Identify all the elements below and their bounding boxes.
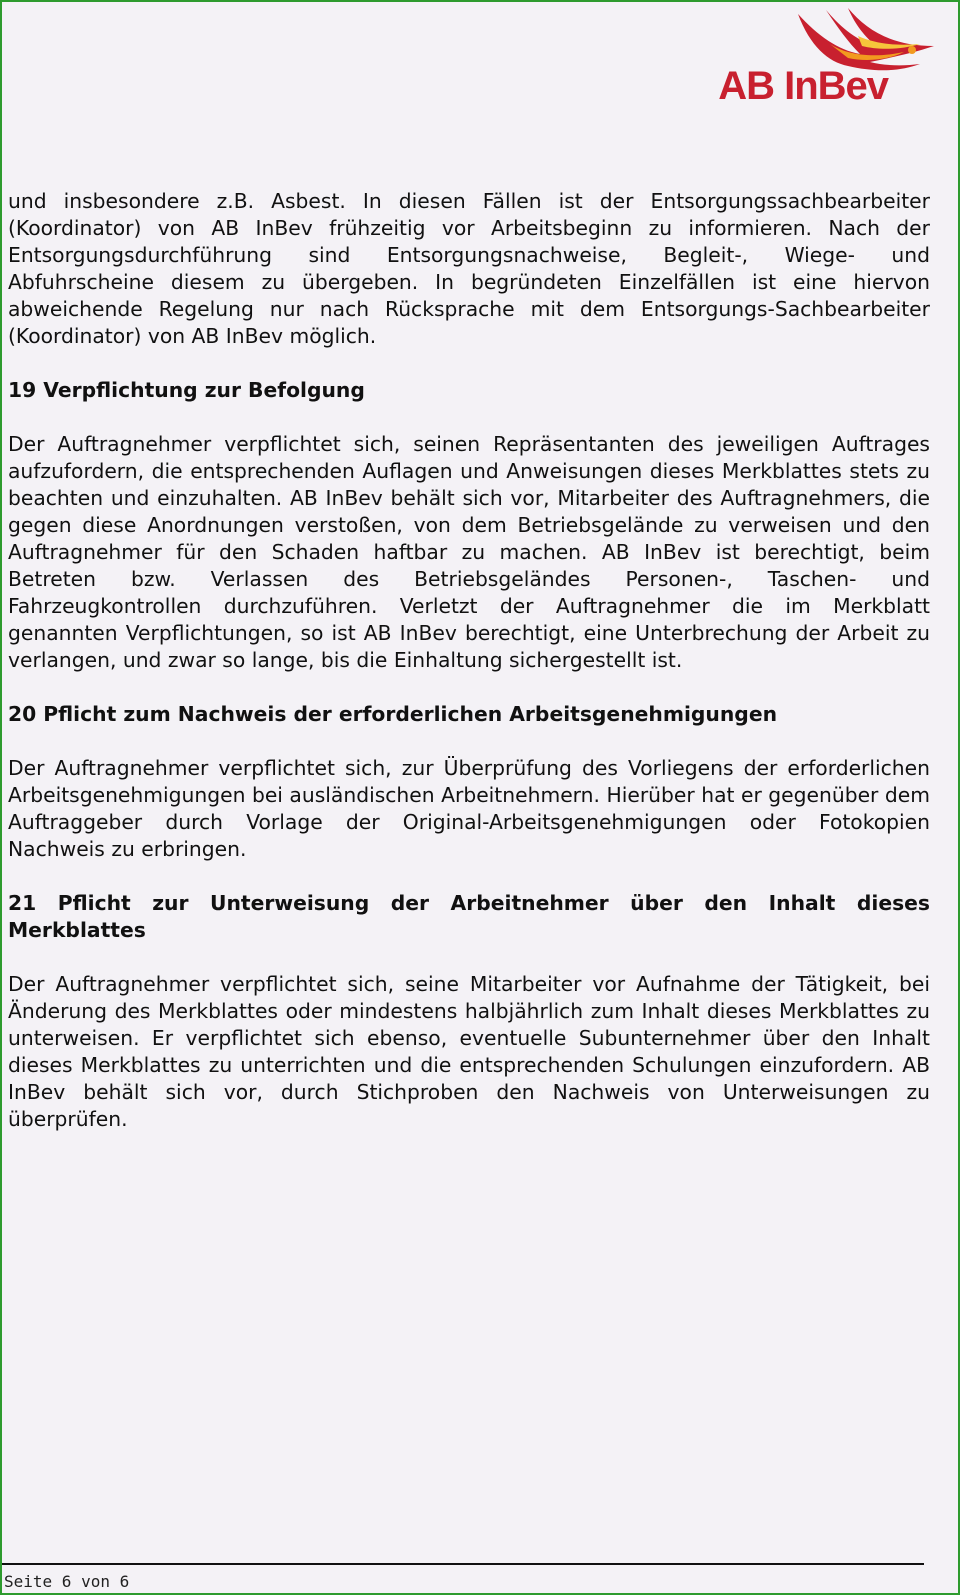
section-heading-19: 19 Verpflichtung zur Befolgung: [8, 378, 365, 402]
company-logo: [698, 6, 938, 106]
paragraph-21: Der Auftragnehmer verpflichtet sich, seine Mitarbeiter vor Aufnahme der Tätigkeit, bei Änderung des Merkblattes oder mindestens halbjährlich zum Inhalt dieses Merkblattes zu unterweisen. Er verpflichtet sich ebenso, eventuelle Subunternehmer über den Inhalt dieses Merkblattes zu unterrichten und die entsprechenden Schulungen einzufordern. AB InBev behält sich vor, durch Stichproben den Nachweis von Unterweisungen zu überprüfen.: [8, 972, 930, 1131]
document-content: [8, 188, 930, 1133]
section-heading-20: 20 Pflicht zum Nachweis der erforderlichen Arbeitsgenehmigungen: [8, 702, 778, 726]
logo-wordmark: AB InBev: [718, 64, 888, 108]
paragraph-20: Der Auftragnehmer verpflichtet sich, zur Überprüfung des Vorliegens der erforderlichen Arbeitsgenehmigungen bei ausländischen Arbeitnehmern. Hierüber hat er gegenüber dem Auftraggeber durch Vorlage der Original-Arbeitsgenehmigungen oder Fotokopien Nachweis zu erbringen.: [8, 756, 930, 861]
paragraph-disposal: und insbesondere z.B. Asbest. In diesen Fällen ist der Entsorgungssachbearbeiter (Koordinator) von AB InBev frühzeitig vor Arbeitsbeginn zu informieren. Nach der Entsorgungsdurchführung sind Entsorgungsnachweise, Begleit-, Wiege- und Abfuhrscheine diesem zu übergeben. In begründeten Einzelfällen ist eine hiervon abweichende Regelung nur nach Rücksprache mit dem Entsorgungs-Sachbearbeiter (Koordinator) von AB InBev möglich.: [8, 189, 930, 348]
page-number: Seite 6 von 6: [4, 1572, 130, 1591]
footer-divider: [2, 1563, 924, 1565]
section-heading-21: 21 Pflicht zur Unterweisung der Arbeitnehmer über den Inhalt dieses Merkblattes: [8, 891, 930, 942]
paragraph-19: Der Auftragnehmer verpflichtet sich, seinen Repräsentanten des jeweiligen Auftrages aufzufordern, die entsprechenden Auflagen und Anweisungen dieses Merkblattes stets zu beachten und einzuhalten. AB InBev behält sich vor, Mitarbeiter des Auftragnehmers, die gegen diese Anordnungen verstoßen, von dem Betriebsgelände zu verweisen und den Auftragnehmer für den Schaden haftbar zu machen. AB InBev ist berechtigt, beim Betreten bzw. Verlassen des Betriebsgeländes Personen-, Taschen- und Fahrzeugkontrollen durchzuführen. Verletzt der Auftragnehmer die im Merkblatt genannten Verpflichtungen, so ist AB InBev berechtigt, eine Unterbrechung der Arbeit zu verlangen, und zwar so lange, bis die Einhaltung sichergestellt ist.: [8, 432, 930, 672]
